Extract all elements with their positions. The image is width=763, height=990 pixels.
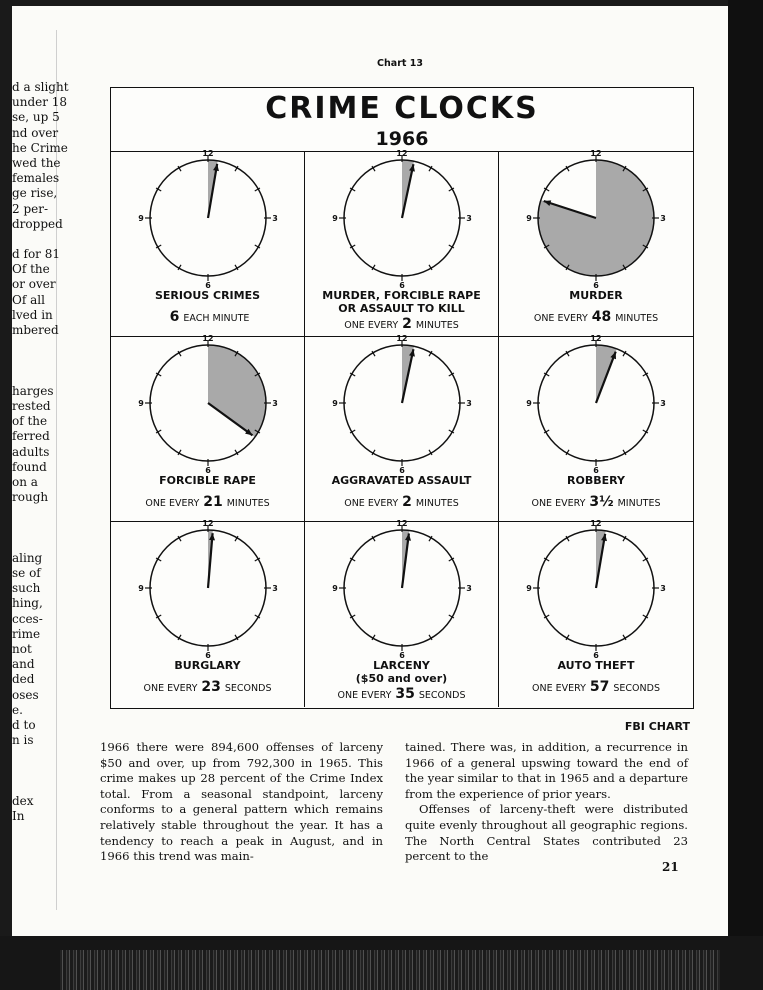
- facing-page-line: mbered: [12, 323, 59, 337]
- crime-name: [111, 289, 304, 302]
- crime-clock-cell: [111, 149, 305, 337]
- chart-label: Chart 13: [377, 58, 423, 69]
- clock-numeral: 9: [138, 399, 144, 408]
- clock-numeral: 12: [396, 334, 408, 343]
- clock-numeral: 12: [202, 519, 214, 528]
- crime-name: [111, 659, 304, 672]
- crime-frequency: [499, 679, 693, 695]
- facing-page-line: and: [12, 657, 35, 672]
- facing-page-line: cces-: [12, 611, 43, 626]
- clock-numeral: 6: [399, 281, 405, 290]
- crime-name-line: SERIOUS CRIMES: [154, 289, 261, 302]
- crime-frequency: [499, 309, 693, 325]
- facing-page-line: he Crime: [12, 140, 68, 155]
- clock-numeral: 9: [526, 584, 532, 593]
- clock-face: [138, 149, 278, 290]
- crime-frequency: [111, 309, 304, 325]
- clock-numeral: 6: [399, 651, 405, 660]
- crime-frequency: [111, 679, 304, 695]
- clock-numeral: 3: [660, 399, 666, 408]
- paragraph: tained. There was, in addition, a recurrence in 1966 of a general upswing toward the end of the year similar to that in 1965 and a departure from the experience of prior years.: [405, 740, 688, 801]
- clock-numeral: 9: [332, 584, 338, 593]
- facing-page-line: dropped: [12, 216, 63, 231]
- frequency-text: ONE EVERY: [532, 683, 586, 694]
- clock-numeral: 3: [272, 399, 278, 408]
- clock-numeral: 9: [526, 214, 532, 223]
- chart-year: 1966: [375, 128, 429, 150]
- frequency-text: SECONDS: [418, 690, 466, 701]
- crime-frequency: [305, 494, 498, 510]
- facing-page-line: or over: [12, 277, 56, 292]
- frequency-value: 57: [589, 679, 610, 695]
- facing-page-line: [12, 353, 62, 368]
- frequency-value: 3½: [589, 494, 614, 510]
- facing-page-line: of the: [12, 414, 48, 429]
- crime-name-line: BURGLARY: [174, 659, 241, 672]
- frequency-text: ONE EVERY: [344, 498, 399, 509]
- facing-page-line: nd over: [12, 125, 59, 140]
- facing-page-line: ded: [12, 672, 35, 687]
- crime-name: [305, 289, 498, 315]
- clock-numeral: 12: [202, 149, 214, 158]
- frequency-value: 48: [591, 309, 612, 325]
- clock-numeral: 6: [593, 281, 599, 290]
- clock-numeral: 9: [526, 399, 532, 408]
- crime-name-line: FORCIBLE RAPE: [159, 474, 256, 487]
- facing-page-line: aling: [12, 550, 43, 565]
- clock-numeral: 6: [593, 466, 599, 475]
- clock-numeral: 3: [466, 214, 472, 223]
- facing-page-line: [12, 520, 62, 535]
- facing-page-line: on a: [12, 474, 38, 489]
- crime-name-line: MURDER, FORCIBLE RAPE: [322, 289, 481, 302]
- facing-page-line: e.: [12, 702, 23, 717]
- crime-name-line: MURDER: [569, 289, 623, 302]
- clock-face: [526, 334, 666, 475]
- facing-page-line: Of all: [12, 292, 45, 307]
- frequency-text: MINUTES: [415, 320, 459, 331]
- facing-page-line: oses: [12, 687, 39, 702]
- facing-page-line: In: [12, 809, 25, 823]
- facing-page-line: [12, 748, 62, 763]
- frequency-value: 35: [395, 686, 415, 702]
- crime-name: [305, 659, 498, 685]
- frequency-text: MINUTES: [226, 498, 270, 509]
- facing-page-line: females: [12, 171, 60, 186]
- crime-clock-cell: [499, 149, 693, 337]
- facing-page-line: rested: [12, 398, 51, 413]
- chart-source: FBI CHART: [624, 720, 690, 733]
- clock-face: [332, 334, 472, 475]
- clock-numeral: 12: [202, 334, 214, 343]
- frequency-value: 2: [402, 316, 412, 332]
- clock-numeral: 3: [660, 214, 666, 223]
- frequency-text: ONE EVERY: [337, 690, 392, 701]
- facing-page-line: d for 81: [12, 247, 60, 262]
- chart-title: CRIME CLOCKS: [265, 91, 539, 126]
- frequency-text: MINUTES: [415, 498, 459, 509]
- facing-page-line: harges: [12, 383, 54, 398]
- crime-clock-cell: [305, 519, 499, 707]
- facing-page-line: rough: [12, 490, 49, 505]
- clock-numeral: 12: [590, 519, 602, 528]
- frequency-text: ONE EVERY: [533, 313, 588, 324]
- facing-page-line: [12, 232, 62, 247]
- clock-numeral: 12: [396, 519, 408, 528]
- clock-numeral: 6: [205, 651, 211, 660]
- body-column-right: [405, 740, 688, 865]
- clock-numeral: 9: [138, 584, 144, 593]
- crime-name-line: AUTO THEFT: [557, 659, 635, 672]
- crime-name: [499, 659, 693, 672]
- frequency-value: 6: [169, 309, 180, 325]
- facing-page-line: d to: [12, 717, 36, 732]
- clock-face: [138, 334, 278, 475]
- crime-name: [499, 474, 693, 487]
- crime-frequency: [305, 686, 498, 702]
- facing-page-line: found: [12, 459, 47, 474]
- clock-numeral: 9: [332, 214, 338, 223]
- clock-numeral: 3: [660, 584, 666, 593]
- facing-page-line: not: [12, 641, 32, 656]
- facing-page-line: n is: [12, 733, 34, 748]
- facing-page-line: [12, 763, 62, 778]
- page-number: 21: [662, 860, 679, 874]
- crime-frequency: [305, 316, 498, 332]
- crime-clock-cell: [305, 149, 499, 337]
- clock-numeral: 3: [466, 399, 472, 408]
- clock-numeral: 12: [590, 334, 602, 343]
- crime-name-line: ROBBERY: [567, 474, 625, 487]
- clock-numeral: 3: [466, 584, 472, 593]
- clock-face: [332, 519, 472, 660]
- frequency-text: SECONDS: [224, 683, 272, 694]
- clock-face: [138, 519, 278, 660]
- clock-numeral: 9: [332, 399, 338, 408]
- facing-page-line: lved in: [12, 307, 53, 322]
- frequency-text: EACH MINUTE: [183, 313, 250, 324]
- clock-face: [526, 519, 666, 660]
- facing-page-line: se of: [12, 566, 41, 580]
- facing-page-line: ferred: [12, 429, 50, 444]
- facing-page-line: such: [12, 581, 41, 596]
- clock-numeral: 12: [590, 149, 602, 158]
- clock-numeral: 9: [138, 214, 144, 223]
- facing-page-text: [12, 80, 69, 824]
- facing-page-line: under 18: [12, 95, 68, 110]
- clock-numeral: 3: [272, 214, 278, 223]
- clock-face: [526, 149, 666, 290]
- crime-clock-cell: [305, 334, 499, 522]
- clock-numeral: 6: [399, 466, 405, 475]
- crime-name: [305, 474, 498, 487]
- scan-noise: [60, 950, 720, 990]
- crime-clock-cell: [111, 519, 305, 707]
- crime-name: [111, 474, 304, 487]
- clock-numeral: 12: [396, 149, 408, 158]
- crime-name: [499, 289, 693, 302]
- paragraph: 1966 there were 894,600 offenses of larceny $50 and over, up from 792,300 in 1965. This crime makes up 28 percent of the Crime Index total. From a seasonal standpoint, larceny conforms to a general pattern which remains relatively stable throughout the year. It has a tendency to reach a peak in August, and in 1966 this trend was main-: [100, 740, 383, 864]
- facing-page-line: [12, 779, 62, 794]
- crime-name-line: AGGRAVATED ASSAULT: [331, 474, 472, 487]
- facing-page-line: rime: [12, 626, 41, 641]
- crime-frequency: [111, 494, 304, 510]
- facing-page-line: [12, 369, 62, 384]
- frequency-value: 2: [402, 494, 412, 510]
- facing-page-line: wed the: [12, 155, 61, 170]
- crime-clock-cell: [499, 519, 693, 707]
- frequency-value: 21: [203, 494, 223, 510]
- facing-page-line: 2 per-: [12, 201, 49, 216]
- crime-clock-cell: [111, 334, 305, 522]
- frequency-text: ONE EVERY: [143, 683, 198, 694]
- facing-page-line: ge rise,: [12, 186, 58, 201]
- frequency-text: MINUTES: [617, 498, 661, 509]
- crime-clocks-chart: [110, 87, 694, 709]
- scan-edge-right: [728, 0, 763, 990]
- facing-page-line: se, up 5: [12, 110, 60, 125]
- frequency-text: SECONDS: [613, 683, 660, 694]
- clock-face: [332, 149, 472, 290]
- crime-name-line: LARCENY: [373, 659, 430, 672]
- clock-numeral: 6: [205, 466, 211, 475]
- facing-page-line: [12, 505, 62, 520]
- frequency-text: ONE EVERY: [344, 320, 399, 331]
- crime-clock-cell: [499, 334, 693, 522]
- facing-page-line: Of the: [12, 262, 50, 277]
- facing-page-line: dex: [12, 793, 34, 808]
- paragraph: Offenses of larceny-theft were distributed quite evenly throughout all geographic regions. The North Central States contributed 23 percent to the: [405, 802, 688, 864]
- frequency-text: MINUTES: [615, 313, 659, 324]
- facing-page-line: d a slight: [12, 80, 69, 94]
- frequency-value: 23: [201, 679, 221, 695]
- clock-numeral: 6: [205, 281, 211, 290]
- facing-page-line: [12, 536, 62, 551]
- facing-page-line: adults: [12, 444, 50, 459]
- crime-name-line: OR ASSAULT TO KILL: [338, 302, 465, 315]
- clock-numeral: 6: [593, 651, 599, 660]
- facing-page-line: hing,: [12, 596, 43, 611]
- clock-grid: [111, 151, 693, 709]
- frequency-text: ONE EVERY: [145, 498, 200, 509]
- facing-page-line: [12, 338, 62, 353]
- crime-frequency: [499, 494, 693, 510]
- frequency-text: ONE EVERY: [531, 498, 586, 509]
- crime-name-line: ($50 and over): [355, 672, 448, 685]
- clock-numeral: 3: [272, 584, 278, 593]
- body-column-left: [100, 740, 383, 865]
